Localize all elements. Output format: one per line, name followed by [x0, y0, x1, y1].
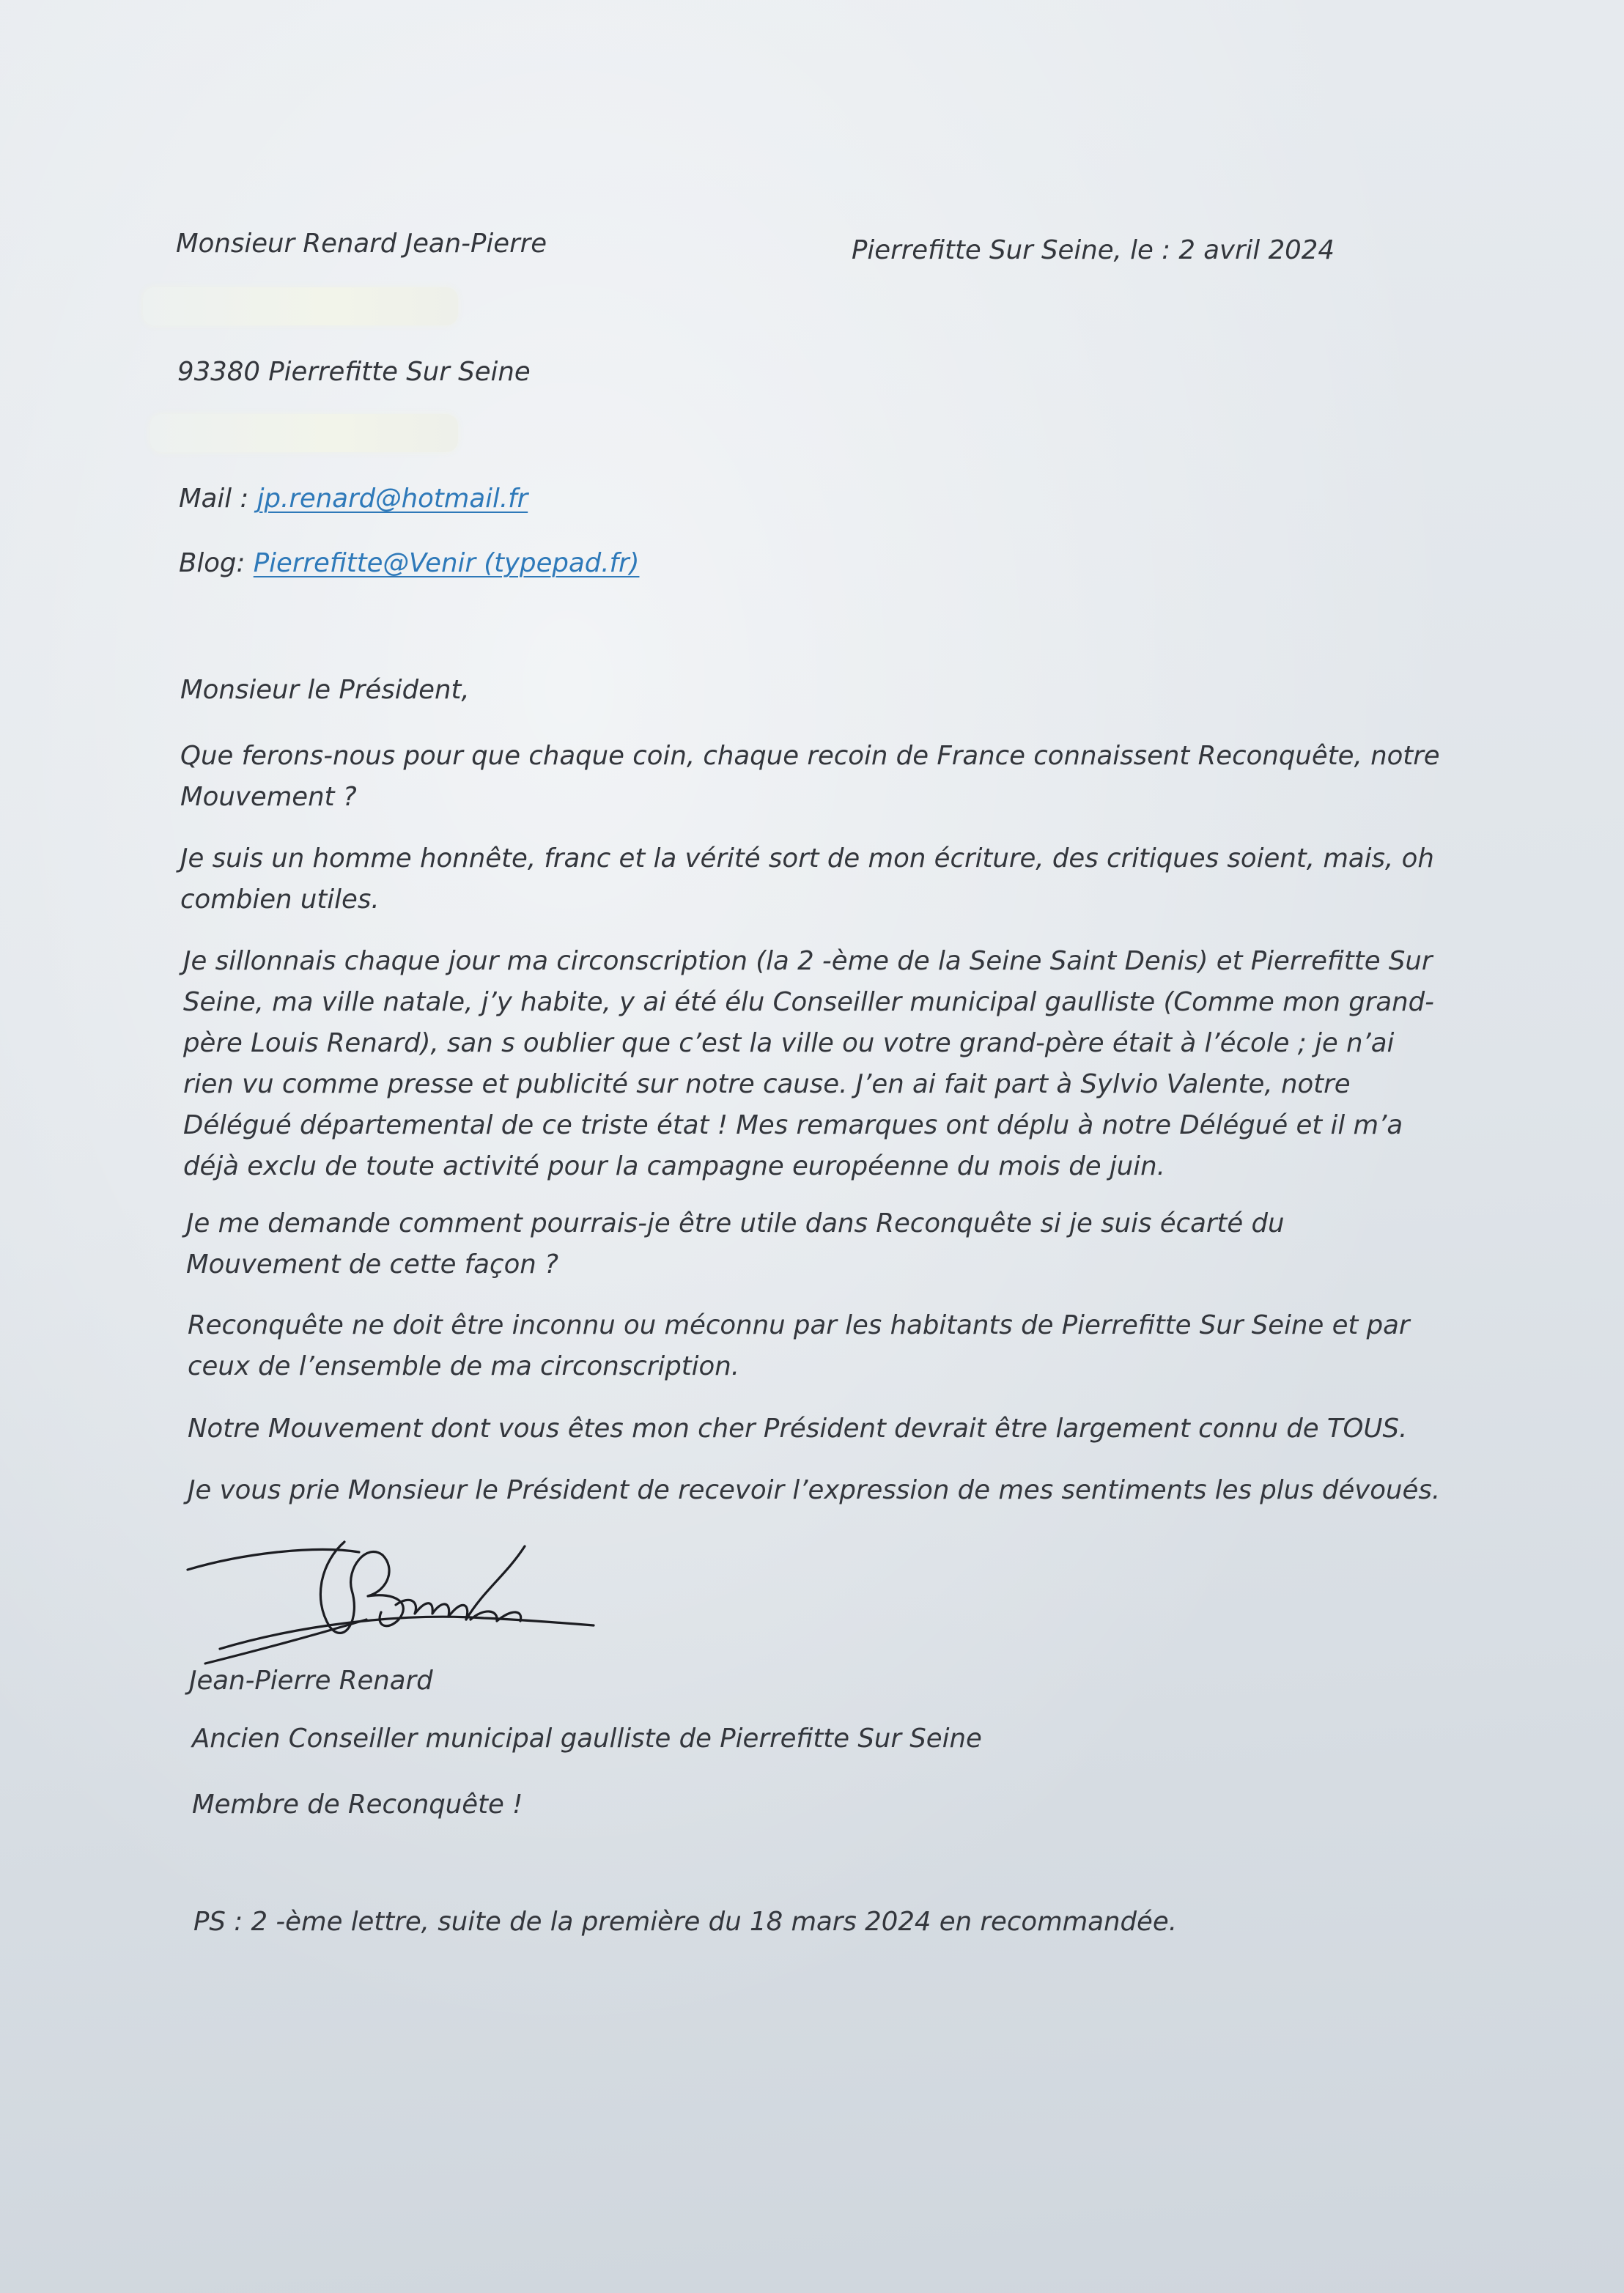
blog-link[interactable]: Pierrefitte@Venir (typepad.fr) — [253, 548, 640, 578]
paragraph-5: Reconquête ne doit être inconnu ou méconnu par les habitants de Pierrefitte Sur Seine et par ceux de l’ensemble de ma circonscription. — [188, 1310, 1410, 1381]
signatory-title: Ancien Conseiller municipal gaulliste de Pierrefitte Sur Seine — [192, 1724, 982, 1754]
signatory-name: Jean-Pierre Renard — [189, 1666, 433, 1696]
postscript: PS : 2 -ème lettre, suite de la première du 18 mars 2024 en recommandée. — [193, 1907, 1178, 1937]
paragraph-1: Que ferons-nous pour que chaque coin, chaque recoin de France connaissent Reconquête, notre Mouvement ? — [180, 741, 1440, 812]
paragraph-3: Je sillonnais chaque jour ma circonscription (la 2 -ème de la Seine Saint Denis) et Pierrefitte Sur Seine, ma ville natale, j’y habite, y ai été élu Conseiller municipal gaulliste (Comme mon grand-père Louis Renard), san s oublier que c’est la ville ou votre grand-père était à l’école ; je n’ai rien vu comme presse et publicité sur notre cause. J’en ai fait part à Sylvio Valente, notre Délégué départemental de ce triste état ! Mes remarques ont déplu à notre Délégué et il m’a déjà exclu de toute activité pour la campagne européenne du mois de juin. — [183, 946, 1434, 1181]
blog-label: Blog: — [179, 548, 254, 578]
sender-blog-line — [179, 543, 639, 584]
sender-name: Monsieur Renard Jean-Pierre — [176, 229, 547, 259]
paragraph-7: Je vous prie Monsieur le Président de recevoir l’expression de mes sentiments les plus dévoués. — [188, 1475, 1441, 1505]
mail-label: Mail : — [179, 484, 257, 514]
salutation: Monsieur le Président, — [180, 675, 470, 705]
redacted-address-line — [143, 287, 458, 325]
place-date: Pierrefitte Sur Seine, le : 2 avril 2024 — [852, 235, 1335, 265]
paragraph-4: Je me demande comment pourrais-je être utile dans Reconquête si je suis écarté du Mouvement de cette façon ? — [186, 1208, 1285, 1280]
sender-mail-line — [179, 479, 528, 520]
paragraph-6: Notre Mouvement dont vous êtes mon cher Président devrait être largement connu de TOUS. — [188, 1414, 1408, 1444]
handwritten-signature — [176, 1510, 601, 1678]
redacted-phone-line — [150, 414, 458, 452]
sender-city: 93380 Pierrefitte Sur Seine — [177, 357, 531, 387]
paragraph-2: Je suis un homme honnête, franc et la vérité sort de mon écriture, des critiques soient, mais, oh combien utiles. — [180, 843, 1434, 915]
mail-link[interactable]: jp.renard@hotmail.fr — [256, 484, 528, 514]
signatory-membership: Membre de Reconquête ! — [192, 1790, 523, 1820]
